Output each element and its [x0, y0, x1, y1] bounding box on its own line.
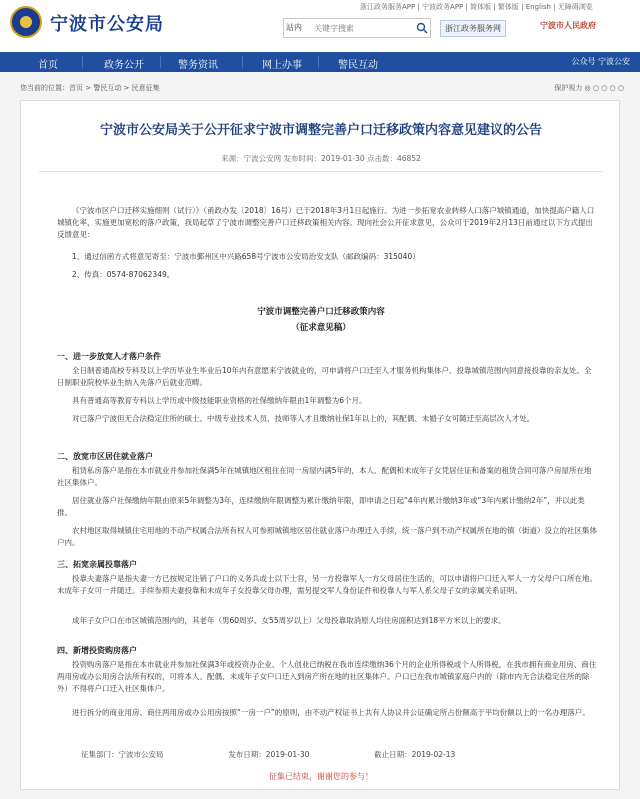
section-4-paragraph: 投资购房落户是指在本市就业并参加社保满3年或投资办企业、个人创业已纳税在我市连续缴纳36个月的企业所得税或个人所得税，在我市拥有商业用房、商住两用房或办公用房合法所有权的，可将本人、配偶、未成年子女户口迁入到房产所在地的社区集体户。户口已在我市城镇家庭户内的（除市内无合法稳定住所的除外）不得将户口迁入社区集体户。	[57, 660, 597, 693]
top-utility-links[interactable]: 浙江政务服务APP | 宁波政务APP | 简体版 | 繁体版 | English | 无障碍浏览	[360, 3, 593, 11]
section-1-paragraph-b: 具有普通高等教育专科以上学历或中级技能职业资格的社保缴纳年限由1年调整为6个月。	[72, 396, 367, 405]
contact-letter: 1、通过信函方式将意见寄至：宁波市鄞州区中兴路658号宁波市公安局治安支队（邮政编码：315040）	[72, 252, 420, 261]
section-2-paragraph-c: 农村地区取得城镇住宅用地的不动产权属合法所有权人可参照城镇地区居住就业落户办理迁入手续，统一落户到不动产权属所在地的镇（街道）设立的社区集体户内。	[57, 526, 597, 547]
nav-police-news[interactable]: 警务资讯	[178, 60, 218, 71]
divider	[39, 171, 603, 172]
nav-divider	[160, 56, 161, 68]
deadline-date: 截止日期：2019-02-13	[374, 750, 456, 759]
section-2-paragraph: 租赁私房落户是指在本市就业并参加社保满5年在城镇地区租住在同一房屋内满5年的，本人、配偶和未成年子女凭居住证和备案的租赁合同可落户房屋所在地社区集体户。	[57, 466, 592, 487]
article-meta: 来源：宁波公安网 发布时间：2019-01-30 点击数：46852	[221, 154, 421, 163]
intro-paragraph: 《宁波市区户口迁移实施细则（试行）》（甬政办发〔2018〕16号）已于2018年3月1日起施行。为进一步拓宽农业转移人口落户城镇通道，加快提高户籍人口城镇化率，实施更加宽松的落户政策，我局起草了宁波市调整完善户口迁移政策相关内容。现向社会公开征求意见，公众可于2019年2月13日前通过以下方式提出反馈意见：	[57, 206, 595, 239]
section-2-paragraph-b: 居住就业落户社保缴纳年限由原来5年调整为3年，连续缴纳年限调整为累计缴纳年限，即申请之日起“4年内累计缴纳3年或“3年内累计缴纳2年”，并以此类推。	[57, 496, 585, 517]
nav-divider	[82, 56, 83, 68]
closed-notice: 征集已结束，谢谢您的参与！	[269, 772, 373, 781]
wechat-account-link[interactable]: 公众号 宁波公安	[571, 57, 630, 66]
section-4-paragraph-b: 进行拆分的商业用房、商住两用房或办公用房按照“一房一户”的原则，由不动产权证书上共有人协议并公证确定所占份额高于平均份额以上的一名办理落户。	[72, 708, 590, 717]
draft-title: 宁波市调整完善户口迁移政策内容	[257, 307, 385, 317]
search-box	[283, 18, 431, 38]
nav-interaction[interactable]: 警民互动	[338, 60, 378, 71]
section-1-paragraph-c: 对已落户宁波但无合法稳定住所的硕士、中级专业技术人员、技师等人才且缴纳社保1年以上的，其配偶、未婚子女可随迁至高层次人才处。	[72, 414, 535, 423]
breadcrumb-bar	[0, 80, 640, 96]
article-panel	[20, 100, 620, 790]
section-heading-3: 三、拓宽亲属投靠落户	[57, 560, 137, 569]
draft-subtitle: （征求意见稿）	[291, 323, 351, 333]
section-heading-4: 四、新增投资购房落户	[57, 646, 137, 655]
article-title: 宁波市公安局关于公开征求宁波市调整完善户口迁移政策内容意见建议的公告	[99, 123, 542, 138]
nav-online-service[interactable]: 网上办事	[262, 60, 302, 71]
eye-protection-toggle[interactable]: 保护视力 ◎ ○ ○ ○ ○	[554, 84, 624, 92]
nav-divider	[318, 56, 319, 68]
solicitation-dept: 征集部门：宁波市公安局	[81, 750, 164, 759]
publish-date: 发布日期：2019-01-30	[228, 750, 310, 759]
zhejiang-gov-service-link[interactable]: 浙江政务服务网	[440, 20, 506, 37]
site-header	[0, 0, 640, 52]
solicitation-info	[81, 749, 455, 760]
section-heading-2: 二、放宽市区居住就业落户	[57, 452, 153, 461]
section-heading-1: 一、进一步放宽人才落户条件	[57, 352, 161, 361]
nav-home[interactable]: 首页	[38, 60, 58, 71]
site-title[interactable]: 宁波市公安局	[50, 14, 164, 35]
police-emblem-logo[interactable]	[10, 6, 42, 38]
nav-divider	[242, 56, 243, 68]
section-1-paragraph: 全日制普通高校专科及以上学历毕业生毕业后10年内有意愿来宁波就业的，可申请将户口迁至人才服务机构集体户、投靠城镇范围内同意接投靠的亲友处。全日制职业院校毕业生纳入先落户后就业范畴。	[57, 366, 592, 387]
search-icon[interactable]	[416, 22, 428, 34]
main-nav	[0, 52, 640, 72]
section-3-paragraph: 投靠夫妻落户是指夫妻一方已按规定注销了户口的义务兵或士以下士官，另一方投靠军人一方父母居住生活的，可以申请将户口迁入军人一方父母户口所在地。未成年子女可一并随迁。手续参照夫妻投靠和未成年子女投靠父母办理，需另提交军人身份证件和投靠人与军人系父母子女的亲属关系证明。	[57, 574, 597, 595]
section-3-paragraph-b: 成年子女户口在市区城镇范围内的，其老年（男60周岁、女55周岁以上）父母投靠取消原人均住房面积达到18平方米以上的要求。	[72, 616, 506, 625]
ningbo-gov-link[interactable]: 宁波市人民政府	[540, 21, 596, 30]
search-scope-select[interactable]: 站内	[286, 23, 302, 32]
nav-gov-open[interactable]: 政务公开	[104, 60, 144, 71]
contact-fax: 2、传真：0574-87062349。	[72, 270, 175, 279]
breadcrumb[interactable]: 您当前的位置：首页 > 警民互动 > 民意征集	[20, 84, 160, 92]
search-input[interactable]	[314, 20, 414, 36]
